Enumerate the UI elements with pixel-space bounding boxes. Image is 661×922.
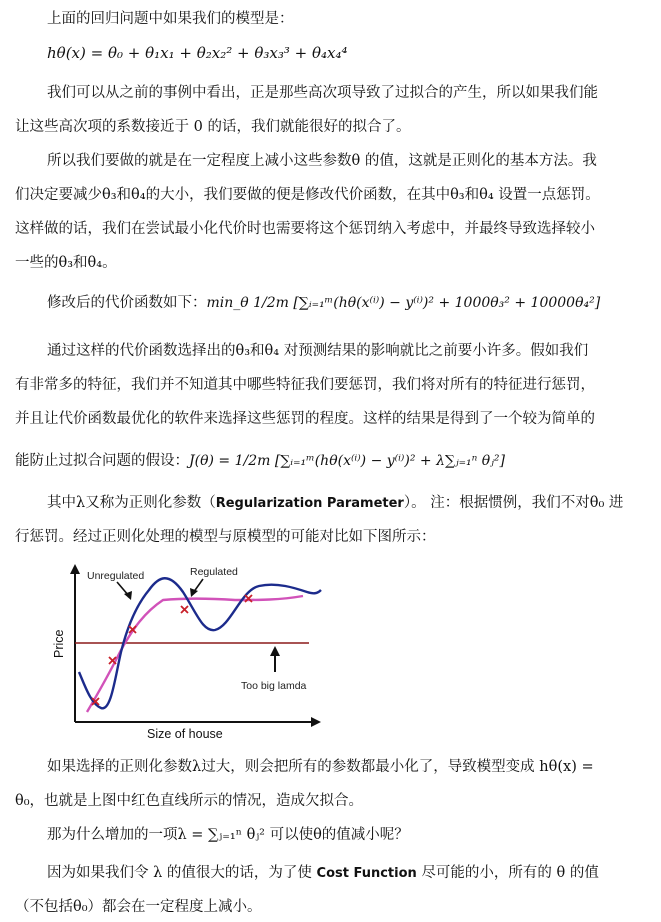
y-axis-arrow bbox=[70, 564, 80, 574]
y-axis-label: Price bbox=[52, 629, 66, 658]
modified-cost-formula: min_θ 1/2m [∑ᵢ₌₁ᵐ(hθ(x⁽ⁱ⁾) − y⁽ⁱ⁾)² + 1000θ₃² + 10000θ₄²] bbox=[206, 295, 601, 311]
paragraph-5-line-2: 有非常多的特征，我们并不知道其中哪些特征我们要惩罚，我们将对所有的特征进行惩罚， bbox=[15, 377, 595, 393]
regularization-figure bbox=[45, 560, 325, 745]
paragraph-3-line-4: 一些的θ₃和θ₄。 bbox=[15, 255, 117, 271]
paragraph-intro: 上面的回归问题中如果我们的模型是： bbox=[47, 11, 294, 27]
paragraph-8: 那为什么增加的一项λ = ∑ⱼ₌₁ⁿ θⱼ² 可以使θ的值减小呢？ bbox=[47, 827, 409, 843]
data-markers bbox=[92, 595, 252, 705]
paragraph-5-line-4 bbox=[15, 450, 505, 472]
paragraph-5-line-3: 并且让代价函数最优化的软件来选择这些惩罚的程度。这样的结果是得到了一个较为简单的 bbox=[15, 411, 595, 427]
regulated-pointer-head bbox=[190, 588, 198, 597]
paragraph-9-line-2: （不包括θ₀）都会在一定程度上减小。 bbox=[15, 899, 262, 915]
paragraph-4-prefix: 修改后的代价函数如下： bbox=[47, 295, 207, 311]
regulated-label: Regulated bbox=[190, 566, 238, 578]
too-big-lambda-pointer-head bbox=[270, 646, 280, 656]
cost-function-term: Cost Function bbox=[316, 866, 417, 881]
paragraph-9-line-1-b: 尽可能的小，所有的 θ 的值 bbox=[416, 865, 599, 881]
paragraph-7-line-1: 如果选择的正则化参数λ过大，则会把所有的参数都最小化了，导致模型变成 hθ(x) = bbox=[47, 759, 594, 775]
paragraph-3-line-3: 这样做的话，我们在尝试最小化代价时也需要将这个惩罚纳入考虑中，并最终导致选择较小 bbox=[15, 221, 595, 237]
regularization-parameter-term: Regularization Parameter bbox=[215, 496, 404, 511]
data-point-marker bbox=[181, 606, 188, 613]
paragraph-5-line-4-prefix: 能防止过拟合问题的假设： bbox=[15, 453, 189, 469]
model-formula: hθ(x) = θ₀ + θ₁x₁ + θ₂x₂² + θ₃x₃³ + θ₄x₄⁴ bbox=[47, 44, 348, 62]
too-big-lambda-label: Too big lamda bbox=[241, 680, 307, 692]
paragraph-2-line-1: 我们可以从之前的事例中看出，正是那些高次项导致了过拟合的产生，所以如果我们能 bbox=[47, 85, 598, 101]
unregulated-label: Unregulated bbox=[87, 570, 145, 582]
regularization-plot bbox=[45, 560, 325, 745]
paragraph-5-line-1: 通过这样的代价函数选择出的θ₃和θ₄ 对预测结果的影响就比之前要小许多。假如我们 bbox=[47, 343, 589, 359]
x-axis-label: Size of house bbox=[147, 727, 223, 741]
regularized-cost-formula: J(θ) = 1/2m [∑ᵢ₌₁ᵐ(hθ(x⁽ⁱ⁾) − y⁽ⁱ⁾)² + λ∑ⱼ₌₁ⁿ θⱼ²] bbox=[189, 453, 505, 469]
paragraph-4 bbox=[47, 292, 600, 314]
paragraph-3-line-1: 所以我们要做的就是在一定程度上减小这些参数θ 的值，这就是正则化的基本方法。我 bbox=[47, 153, 597, 169]
paragraph-9-line-1 bbox=[47, 862, 599, 885]
paragraph-3-line-2: 们决定要减少θ₃和θ₄的大小，我们要做的便是修改代价函数，在其中θ₃和θ₄ 设置一点惩罚。 bbox=[15, 187, 600, 203]
paragraph-6-line-1-a: 其中λ又称为正则化参数（ bbox=[47, 495, 216, 511]
paragraph-2-line-2: 让这些高次项的系数接近于 0 的话，我们就能很好的拟合了。 bbox=[15, 119, 411, 135]
paragraph-6-line-2: 行惩罚。经过正则化处理的模型与原模型的可能对比如下图所示： bbox=[15, 529, 436, 545]
paragraph-7-line-2: θ₀，也就是上图中红色直线所示的情况，造成欠拟合。 bbox=[15, 793, 364, 809]
x-axis-arrow bbox=[311, 717, 321, 727]
paragraph-6-line-1 bbox=[47, 492, 623, 515]
paragraph-6-line-1-b: ）。 注：根据惯例，我们不对θ₀ 进 bbox=[403, 495, 624, 511]
paragraph-9-line-1-a: 因为如果我们令 λ 的值很大的话，为了使 bbox=[47, 865, 317, 881]
